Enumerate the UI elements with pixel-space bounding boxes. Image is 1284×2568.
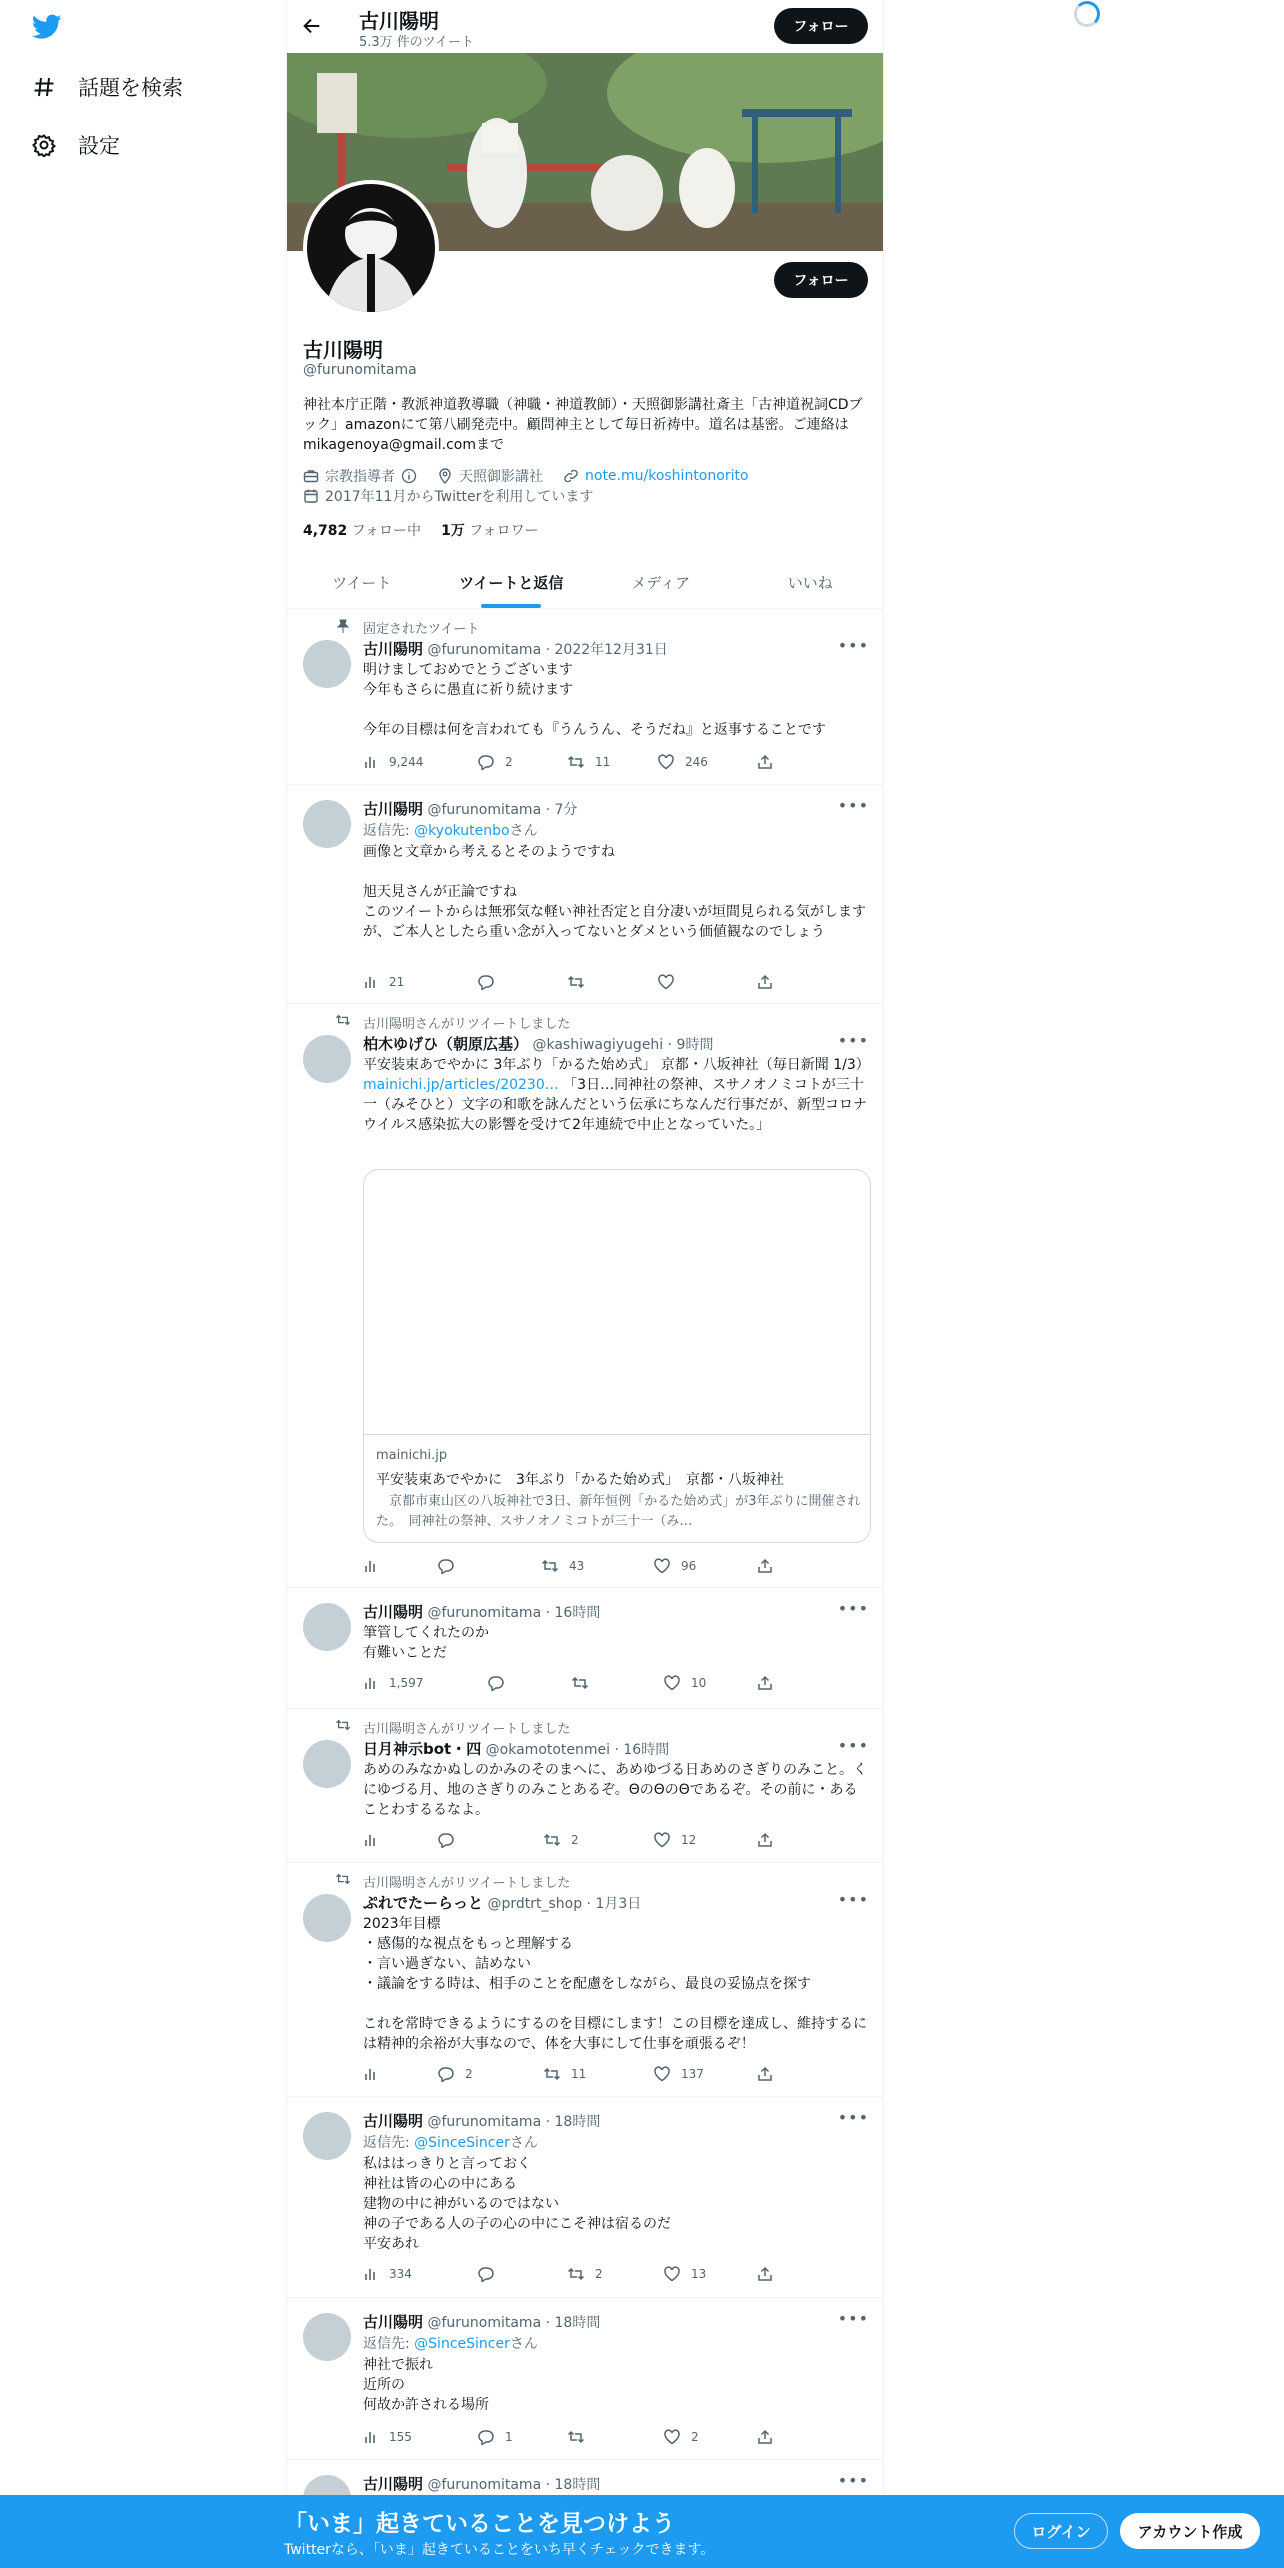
tweet-header: [363, 2110, 600, 2131]
retweet-count: 11: [571, 2067, 587, 2081]
views-icon: [363, 974, 379, 990]
retweet-icon: [543, 2066, 561, 2082]
profile-location: 天照御影講社: [459, 469, 543, 485]
views-count: 1,597: [389, 1676, 424, 1690]
link-card-title: 平安装束あでやかに 3年ぶり「かるた始め式」 京都・八坂神社: [376, 1472, 784, 1488]
tweet-text-after: 「3日…同神社の祭神、スサノオノミコトが三十一（みそひと）文字の和歌を詠んだという伝承にちなんだ行事だが、新型コロナウイルス感染拡大の影響を受けて2年連続で中止となっていた。」: [363, 1077, 867, 1133]
following-stat[interactable]: [303, 520, 421, 540]
views-icon: [363, 1832, 379, 1848]
following-label: フォロー中: [351, 523, 422, 539]
views-count: 21: [389, 975, 405, 989]
profile-joined-row: [303, 486, 593, 506]
reply-to: [363, 2333, 538, 2353]
more-options-icon[interactable]: •••: [837, 2471, 869, 2490]
tweet-text: 明けましておめでとうございます 今年もさらに愚直に祈り続けます 今年の目標は何を言われても『うんうん、そうだね』と返事することです: [363, 662, 826, 738]
reply-icon: [437, 1832, 455, 1848]
nav-explore-label: 話題を検索: [78, 76, 183, 100]
tweet-header: [363, 1738, 669, 1759]
header-name: 古川陽明: [359, 9, 439, 33]
retweet-icon: [567, 754, 585, 770]
share-icon: [757, 1558, 773, 1574]
reply-to-link[interactable]: @kyokutenbo: [414, 823, 510, 839]
share-action[interactable]: [757, 2266, 773, 2282]
like-count: 96: [681, 1559, 697, 1573]
heart-icon: [663, 2429, 681, 2445]
profile-website-link[interactable]: note.mu/koshintonorito: [585, 468, 749, 484]
retweet-icon: [335, 1872, 351, 1886]
share-action[interactable]: [757, 974, 773, 990]
tab-tweets[interactable]: ツイート: [332, 573, 392, 592]
reply-action[interactable]: [437, 2066, 473, 2082]
loading-spinner: [1074, 1, 1100, 27]
tweet-link[interactable]: mainichi.jp/articles/20230…: [363, 1077, 559, 1093]
tweet-context-label: 古川陽明さんがリツイートしました: [363, 1876, 571, 1891]
share-action[interactable]: [757, 1675, 773, 1691]
retweet-count: 2: [595, 2267, 603, 2281]
retweet-icon: [335, 1013, 351, 1027]
avatar[interactable]: [303, 640, 351, 688]
retweet-icon: [543, 1832, 561, 1848]
reply-action[interactable]: [477, 2266, 505, 2282]
views-icon: [363, 754, 379, 770]
reply-icon: [437, 2066, 455, 2082]
follow-stats: [303, 520, 539, 540]
following-count: 4,782: [303, 523, 348, 539]
tweet-author[interactable]: 古川陽明: [363, 800, 424, 818]
like-action[interactable]: [653, 1832, 696, 1848]
link-card-description: 京都市東山区の八坂神社で3日、新年恒例「かるた始め式」が3年ぶりに開催された。 同神社の祭神、スサノオノミコトが三十一（み…: [376, 1494, 861, 1529]
reply-icon: [477, 2266, 495, 2282]
profile-column: [286, 0, 884, 2568]
more-options-icon[interactable]: •••: [837, 2108, 869, 2127]
avatar[interactable]: [303, 1603, 351, 1651]
reply-to-suffix: さん: [509, 2336, 538, 2352]
profile-avatar[interactable]: [303, 180, 439, 316]
reply-icon: [477, 974, 495, 990]
heart-icon: [653, 1832, 671, 1848]
tweet[interactable]: [287, 1005, 884, 1588]
retweet-action[interactable]: [567, 974, 595, 990]
reply-to-suffix: さん: [509, 823, 538, 839]
reply-action[interactable]: [437, 1558, 465, 1574]
like-action[interactable]: [653, 1558, 696, 1574]
tweet-actions: [363, 2429, 783, 2449]
like-action[interactable]: [663, 2429, 699, 2445]
reply-count: 1: [505, 2430, 513, 2444]
like-action[interactable]: [657, 974, 685, 990]
back-arrow-icon[interactable]: [301, 15, 323, 37]
tweet-context-label: 古川陽明さんがリツイートしました: [363, 1017, 571, 1032]
views-icon: [363, 2429, 379, 2445]
tweet-context: [363, 1013, 570, 1032]
nav-settings[interactable]: [32, 130, 120, 160]
tweet-meta: @furunomitama · 7分: [427, 802, 578, 818]
avatar[interactable]: [303, 800, 351, 848]
share-icon: [757, 2429, 773, 2445]
more-options-icon[interactable]: •••: [837, 636, 869, 655]
reply-to-suffix: さん: [509, 2135, 538, 2151]
nav-settings-label: 設定: [78, 134, 120, 158]
link-card[interactable]: [363, 1169, 871, 1543]
views-icon: [363, 2266, 379, 2282]
views-action[interactable]: [363, 2266, 412, 2282]
views-count: 155: [389, 2430, 412, 2444]
like-count: 13: [691, 2267, 707, 2281]
more-options-icon[interactable]: •••: [837, 2309, 869, 2328]
signup-banner-subtitle: Twitterなら、「いま」起きていることをいち早くチェックできます。: [284, 2542, 715, 2558]
tweet-header: [363, 2311, 600, 2332]
tweet-author[interactable]: ぷれでたーらっと: [363, 1894, 484, 1912]
signup-banner-title: 「いま」起きていることを見つけよう: [284, 2511, 675, 2537]
tweet-actions: [363, 1832, 783, 1852]
reply-to-link[interactable]: @SinceSincer: [414, 2336, 510, 2352]
reply-to-prefix: 返信先:: [363, 2135, 415, 2151]
share-icon: [757, 1832, 773, 1848]
retweet-count: 11: [595, 755, 611, 769]
tweet-meta: @okamototenmei · 16時間: [485, 1742, 670, 1758]
tweet-author[interactable]: 古川陽明: [363, 1603, 424, 1621]
retweet-action[interactable]: [543, 1832, 579, 1848]
reply-action[interactable]: [477, 754, 513, 770]
reply-icon: [487, 1675, 505, 1691]
tweet-author[interactable]: 古川陽明: [363, 640, 424, 658]
share-action[interactable]: [757, 2066, 773, 2082]
retweet-action[interactable]: [571, 1675, 599, 1691]
tweet-meta: @furunomitama · 18時間: [427, 2114, 601, 2130]
profile-category: 宗教指導者: [325, 469, 395, 485]
signup-button[interactable]: アカウント作成: [1120, 2513, 1260, 2549]
tab-tweets-and-replies[interactable]: ツイートと返信: [437, 556, 587, 608]
retweet-action[interactable]: [543, 2066, 586, 2082]
followers-stat[interactable]: [441, 520, 539, 540]
tweet-context: [363, 618, 479, 637]
reply-to-prefix: 返信先:: [363, 823, 415, 839]
views-action[interactable]: [363, 1675, 423, 1691]
tweet-author[interactable]: 日月神示bot・四: [363, 1740, 482, 1758]
tweet-author[interactable]: 古川陽明: [363, 2313, 424, 2331]
profile-header-bar: [287, 0, 883, 53]
share-icon: [757, 2266, 773, 2282]
tweet-context-label: 古川陽明さんがリツイートしました: [363, 1722, 571, 1737]
tweet[interactable]: [287, 786, 884, 1004]
tweet[interactable]: [287, 610, 884, 785]
like-action[interactable]: [653, 2066, 704, 2082]
profile-handle: @furunomitama: [303, 362, 417, 378]
tweet-header: [363, 638, 668, 659]
gear-icon: [32, 133, 56, 157]
views-action[interactable]: [363, 2066, 389, 2082]
share-icon: [757, 1675, 773, 1691]
tweet-actions: [363, 1558, 783, 1578]
views-action[interactable]: [363, 1558, 389, 1574]
retweet-icon: [567, 2266, 585, 2282]
tweet-actions: [363, 754, 783, 774]
share-icon: [757, 974, 773, 990]
retweet-action[interactable]: [567, 2429, 595, 2445]
more-options-icon[interactable]: •••: [837, 1890, 869, 1909]
tweet-text: 私ははっきりと言っておく 神社は皆の心の中にある 建物の中に神がいるのではない 神の子である人の子の心の中にこそ神は宿るのだ 平安あれ: [363, 2156, 671, 2252]
tweet[interactable]: [287, 1589, 884, 1709]
tab-media[interactable]: メディア: [631, 573, 691, 592]
views-icon: [363, 2066, 379, 2082]
avatar[interactable]: [303, 1035, 351, 1083]
profile-name: 古川陽明: [303, 338, 383, 362]
profile-bio: 神社本庁正階・教派神道教導職（神職・神道教師）・天照御影講社斎主「古神道祝詞CDブック」amazonにて第八刷発売中。顧問神主として毎日祈祷中。道名は基密。ご連絡はmikagenoya@gmail.comまで: [303, 397, 863, 453]
tweet-context: [363, 1872, 570, 1891]
views-action[interactable]: [363, 974, 404, 990]
views-count: 9,244: [389, 755, 424, 769]
retweet-icon: [567, 2429, 585, 2445]
reply-action[interactable]: [437, 1832, 465, 1848]
link-card-image: [364, 1170, 870, 1435]
calendar-icon: [303, 488, 319, 504]
heart-icon: [663, 2266, 681, 2282]
share-icon: [757, 2066, 773, 2082]
signup-banner: [0, 2495, 1284, 2568]
more-options-icon[interactable]: •••: [837, 1736, 869, 1755]
retweet-action[interactable]: [541, 1558, 584, 1574]
tweet-author[interactable]: 古川陽明: [363, 2475, 424, 2493]
retweet-icon: [335, 1718, 351, 1732]
twitter-logo-icon[interactable]: [32, 14, 62, 40]
profile-follow-button[interactable]: フォロー: [774, 262, 868, 298]
reply-to: [363, 820, 538, 840]
login-button[interactable]: ログイン: [1014, 2513, 1108, 2549]
heart-icon: [653, 2066, 671, 2082]
retweet-icon: [571, 1675, 589, 1691]
share-action[interactable]: [757, 1558, 773, 1574]
heart-icon: [657, 754, 675, 770]
like-count: 10: [691, 1676, 707, 1690]
nav-explore[interactable]: [32, 72, 183, 102]
location-pin-icon: [437, 468, 453, 484]
avatar[interactable]: [303, 2313, 351, 2361]
header-follow-button[interactable]: フォロー: [774, 8, 868, 44]
profile-tabs: [287, 556, 884, 609]
reply-action[interactable]: [477, 2429, 513, 2445]
link-card-domain: mainichi.jp: [376, 1448, 448, 1463]
hashtag-icon: [32, 75, 56, 99]
reply-count: 2: [505, 755, 513, 769]
like-count: 137: [681, 2067, 704, 2081]
tweet-text: 筆管してくれたのか 有難いことだ: [363, 1625, 489, 1661]
like-count: 12: [681, 1833, 697, 1847]
profile-joined: 2017年11月からTwitterを利用しています: [325, 489, 594, 505]
followers-label: フォロワー: [469, 523, 539, 539]
views-action[interactable]: [363, 1832, 389, 1848]
tweet-meta: @kashiwagiyugehi · 9時間: [532, 1037, 714, 1053]
views-count: 334: [389, 2267, 412, 2281]
tweet-author[interactable]: 柏木ゆげひ（朝原広基）: [363, 1035, 529, 1053]
views-action[interactable]: [363, 2429, 412, 2445]
retweet-icon: [541, 1558, 559, 1574]
reply-to-link[interactable]: @SinceSincer: [414, 2135, 510, 2151]
heart-icon: [657, 974, 675, 990]
more-options-icon[interactable]: •••: [837, 1031, 869, 1050]
like-count: 2: [691, 2430, 699, 2444]
more-options-icon[interactable]: •••: [837, 1599, 869, 1618]
retweet-count: 43: [569, 1559, 585, 1573]
tweet-text: 神社で振れ 近所の 何故か許される場所: [363, 2357, 489, 2413]
tweet-actions: [363, 2066, 783, 2086]
tweet-header: [363, 1892, 641, 1913]
share-action[interactable]: [757, 754, 773, 770]
tweet-header: [363, 2473, 600, 2494]
reply-to: [363, 2132, 538, 2152]
like-count: 246: [685, 755, 708, 769]
tweet-header: [363, 1601, 600, 1622]
views-icon: [363, 1675, 379, 1691]
tweet-text: 画像と文章から考えるとそのようですね 旭天見さんが正論ですね このツイートからは無邪気な軽い神社否定と自分凄いが垣間見られる気がしますが、ご本人としたら重い念が入ってないとダメという価値観なのでしょう: [363, 844, 867, 940]
tweet-text: あめのみなかぬしのかみのそのまへに、あめゆづる日あめのさぎりのみこと。くにゆづる月、地のさぎりのみことあるぞ。ΘのΘのΘであるぞ。その前に・あることわするるなよ。: [363, 1762, 867, 1818]
like-action[interactable]: [657, 754, 708, 770]
more-options-icon[interactable]: •••: [837, 796, 869, 815]
avatar[interactable]: [303, 1740, 351, 1788]
reply-icon: [437, 1558, 455, 1574]
tweet-text: 2023年目標 ・感傷的な視点をもっと理解する ・言い過ぎない、詰めない ・議論をする時は、相手のことを配慮をしながら、最良の妥協点を探す これを常時できるようにするのを目標にします！この目標を達成し、維持するには精神的余裕が大事なので、体を大事にして仕事を頑張るぞ！: [363, 1916, 867, 2052]
tab-likes[interactable]: いいね: [787, 573, 833, 592]
reply-count: 2: [465, 2067, 473, 2081]
views-action[interactable]: [363, 754, 423, 770]
tweet-text-before: 平安装束あでやかに 3年ぶり「かるた始め式」 京都・八坂神社（毎日新聞 1/3）: [363, 1057, 875, 1073]
avatar[interactable]: [303, 1894, 351, 1942]
tweet[interactable]: [287, 1710, 884, 1863]
retweet-icon: [567, 974, 585, 990]
link-icon: [563, 468, 579, 484]
tweet-actions: [363, 1675, 783, 1695]
profile-meta-row: [303, 466, 749, 486]
reply-to-prefix: 返信先:: [363, 2336, 415, 2352]
tweet-actions: [363, 974, 783, 994]
tweet-meta: @furunomitama · 2022年12月31日: [427, 642, 668, 658]
retweet-action[interactable]: [567, 754, 610, 770]
share-icon: [757, 754, 773, 770]
info-icon[interactable]: [401, 468, 417, 484]
tweet-header: [363, 798, 577, 819]
avatar[interactable]: [303, 2112, 351, 2160]
tweet-meta: @furunomitama · 16時間: [427, 1605, 601, 1621]
reply-icon: [477, 2429, 495, 2445]
briefcase-icon: [303, 468, 319, 484]
retweet-count: 2: [571, 1833, 579, 1847]
reply-action[interactable]: [477, 974, 505, 990]
tweet[interactable]: [287, 1864, 884, 2097]
share-action[interactable]: [757, 2429, 773, 2445]
reply-action[interactable]: [487, 1675, 515, 1691]
tweet[interactable]: [287, 2098, 884, 2298]
tweet-author[interactable]: 古川陽明: [363, 2112, 424, 2130]
followers-count: 1万: [441, 523, 465, 539]
tweet-header: [363, 1033, 713, 1054]
heart-icon: [653, 1558, 671, 1574]
tweet-context: [363, 1718, 570, 1737]
retweet-action[interactable]: [567, 2266, 603, 2282]
tweet-meta: @furunomitama · 18時間: [427, 2315, 601, 2331]
tweet-actions: [363, 2266, 783, 2286]
like-action[interactable]: [663, 1675, 706, 1691]
like-action[interactable]: [663, 2266, 706, 2282]
reply-icon: [477, 754, 495, 770]
tweet-context-label: 固定されたツイート: [363, 622, 480, 637]
views-icon: [363, 1558, 379, 1574]
header-tweet-count: 5.3万 件のツイート: [359, 35, 474, 50]
tweet-text: [363, 1055, 875, 1135]
pin-icon: [335, 618, 351, 634]
tweet-meta: @furunomitama · 18時間: [427, 2477, 601, 2493]
tweet[interactable]: [287, 2299, 884, 2460]
share-action[interactable]: [757, 1832, 773, 1848]
tweet-meta: @prdtrt_shop · 1月3日: [487, 1896, 642, 1912]
heart-icon: [663, 1675, 681, 1691]
